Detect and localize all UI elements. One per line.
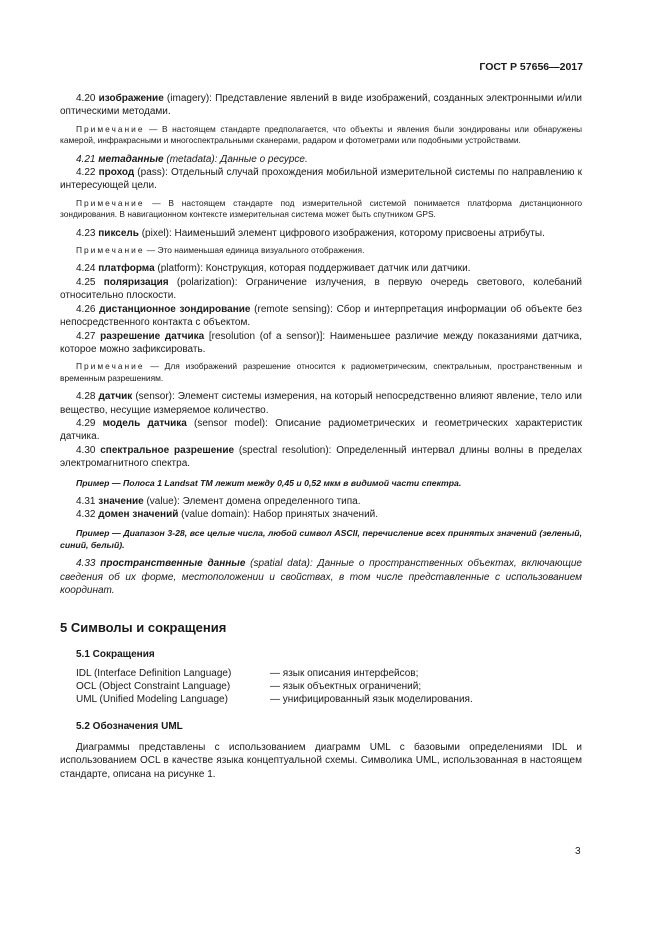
entry-4-26: 4.26 дистанционное зондирование (remote sensing): Сбор и интерпретация информации об объекте без непосредственного контакта с объектом. (60, 303, 582, 329)
abbreviation-row (76, 680, 582, 693)
document-body (60, 92, 582, 781)
entry-4-29: 4.29 модель датчика (sensor model): Описание радиометрических и геометрических характеристик датчика. (60, 417, 582, 443)
entry-4-33: 4.33 пространственные данные (spatial data): Данные о пространственных объектах, включающие сведения об их форме, местоположении и свойствах, в том числе представленные с использованием координат. (60, 558, 582, 597)
entry-4-23: 4.23 пиксель (pixel): Наименьший элемент цифрового изображения, которому присвоены атрибуты. (76, 227, 545, 239)
entry-4-22: 4.22 проход (pass): Отдельный случай прохождения мобильной измерительной системы по направлению к интересующей цели. (60, 167, 582, 192)
document-header: ГОСТ Р 57656—2017 (479, 61, 583, 73)
entry-4-27: 4.27 разрешение датчика [resolution (of a sensor)]: Наименьшее различие между показаниями датчика, которое можно зафиксировать. (60, 330, 582, 355)
entry-4-28: 4.28 датчик (sensor): Элемент системы измерения, на который непосредственно влияют явление, тело или вещество, несущие измеряемое количество. (60, 391, 583, 416)
abbreviation-term: OCL (Object Constraint Language) (76, 681, 231, 692)
entry-4-24: 4.24 платформа (platform): Конструкция, которая поддерживает датчик или датчики. (76, 263, 471, 275)
note-4-20: Примечание — В настоящем стандарте предполагается, что объекты и явления были зондированы или обнаружены камерой, инфракрасными и многоспектральными сканерами, радаром и фотометрами или подобными устройствами. (60, 123, 582, 146)
entry-4-20: 4.20 изображение (imagery): Представление явлений в виде изображений, созданных электронными и/или оптическими методами. (60, 93, 582, 118)
note-4-23: Примечание — Это наименьшая единица визуального отображения. (76, 245, 365, 256)
entry-4-25: 4.25 поляризация (polarization): Ограничение излучения, в первую очередь светового, колебаний относительно плоскости. (60, 276, 582, 302)
abbreviation-term: UML (Unified Modeling Language) (76, 694, 228, 706)
abbreviation-desc: — язык описания интерфейсов; (270, 667, 419, 679)
section-5-2-paragraph: Диаграммы представлены с использованием диаграмм UML с базовыми определениями IDL и использованием OCL в качестве языка концептуальной схемы. Символика UML, использованная в настоящем стандарте, описана на рисунке 1. (60, 741, 582, 780)
abbreviation-desc: — унифицированный язык моделирования. (270, 694, 473, 706)
section-5-title: 5 Символы и сокращения (60, 619, 227, 635)
section-5-1-title: 5.1 Сокращения (76, 648, 155, 660)
page-number: 3 (575, 846, 581, 857)
entry-4-30: 4.30 спектральное разрешение (spectral resolution): Определенный интервал длины волны в пределах электромагнитного спектра. (60, 444, 582, 470)
abbreviation-list (76, 667, 582, 707)
entry-4-32: 4.32 домен значений (value domain): Набор принятых значений. (76, 508, 379, 520)
abbreviation-desc: — язык объектных ограничений; (270, 681, 422, 692)
example-4-32: Пример — Диапазон 3-28, все целые числа, любой символ ASCII, перечисление всех принятых значений (зеленый, синий, белый). (60, 528, 582, 551)
note-4-27: Примечание — Для изображений разрешение относится к радиометрическим, спектральным, пространственным и временным разрешениям. (60, 361, 583, 383)
abbreviation-row (76, 693, 582, 706)
section-5-2-title: 5.2 Обозначения UML (76, 720, 183, 732)
abbreviation-row (76, 667, 582, 680)
entry-4-31: 4.31 значение (value): Элемент домена определенного типа. (76, 495, 361, 507)
abbreviation-term: IDL (Interface Definition Language) (76, 667, 232, 679)
example-4-30: Пример — Полоса 1 Landsat TM лежит между 0,45 и 0,52 мкм в видимой части спектра. (76, 477, 462, 488)
entry-4-21: 4.21 метаданные (metadata): Данные о ресурсе. (76, 153, 308, 165)
note-4-22: Примечание — В настоящем стандарте под измерительной системой понимается платформа дистанционного зондирования. В навигационном контексте измерительная система может быть спутником GPS. (60, 197, 582, 220)
